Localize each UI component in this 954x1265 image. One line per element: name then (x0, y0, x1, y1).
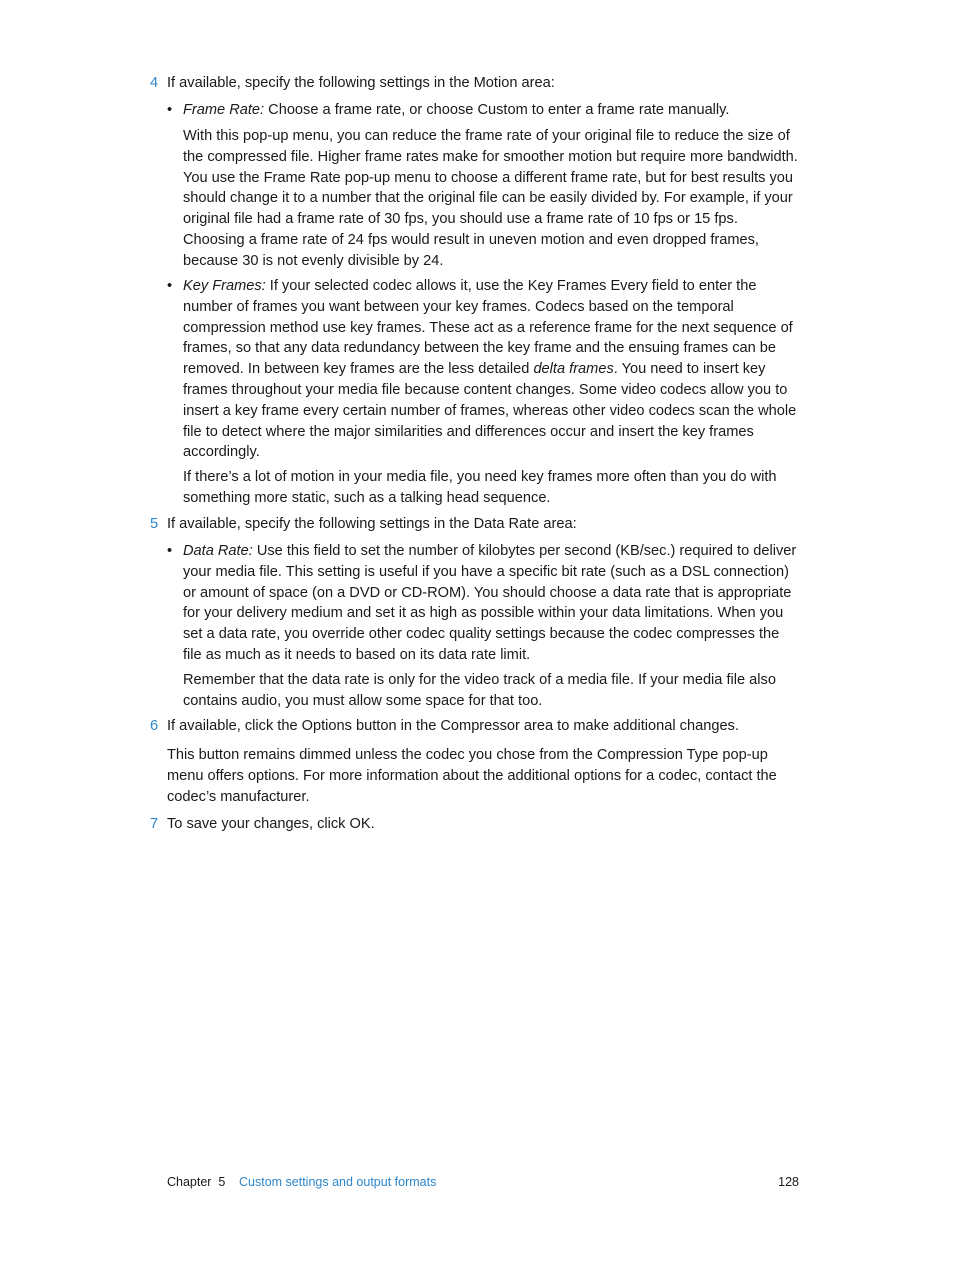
step-text: To save your changes, click OK. (167, 816, 375, 832)
step-text: If available, click the Options button in the Compressor area to make additional changes. (167, 718, 739, 734)
step-number: 6 (150, 718, 159, 734)
options-detail: This button remains dimmed unless the codec you chose from the Compression Type pop-up menu offers options. For more information about the additional options for a codec, contact the codec’s manufacturer. (167, 747, 777, 805)
bullet-description: Choose a frame rate, or choose Custom to enter a frame rate manually. (264, 102, 730, 118)
key-frames-detail: If there’s a lot of motion in your media file, you need key frames more often than you do with something more static, such as a talking head sequence. (183, 469, 777, 506)
bullet-text (183, 100, 801, 121)
page-number: 128 (778, 1175, 799, 1189)
bullet-description: Use this field to set the number of kilobytes per second (KB/sec.) required to deliver your media file. This setting is useful if you have a specific bit rate (such as a DSL connection) or amount of space (on a DVD or CD-ROM). You should choose a data rate that is appropriate for your delivery medium and set it as high as possible within your data limitations. When you set a data rate, you override other codec quality settings because the codec compresses the file as much as it needs to based on its data rate limit. (183, 543, 797, 663)
chapter-title-link[interactable]: Custom settings and output formats (239, 1175, 437, 1189)
emphasis-delta-frames: delta frames (533, 361, 614, 378)
step-text: If available, specify the following settings in the Motion area: (167, 75, 555, 91)
step-text: If available, specify the following settings in the Data Rate area: (167, 516, 577, 532)
data-rate-detail: Remember that the data rate is only for the video track of a media file. If your media file also contains audio, you must allow some space for that too. (183, 672, 776, 709)
bullet-term: Key Frames: (183, 278, 266, 294)
step-number: 5 (150, 516, 159, 532)
page-footer (167, 1173, 799, 1191)
step-number: 4 (150, 75, 159, 91)
bullet-marker: • (167, 102, 173, 118)
chapter-label: Chapter 5 (167, 1175, 226, 1189)
bullet-marker: • (167, 543, 173, 559)
bullet-marker: • (167, 278, 173, 294)
bullet-description-cont: . You need to insert key frames throughout your media file because content changes. Some video codecs allow you to insert a key frame every certain number of frames, whereas other video codecs scan the whole file to detect where the major similarities and differences occur and insert the key frames accordingly. (183, 361, 797, 461)
bullet-description: If your selected codec allows it, use the Key Frames Every field to enter the number of frames you want between your key frames. Codecs based on the temporal compression method use key frames. These act as a reference frame for the next sequence of frames, so that any data redundancy between the key frame and the ensuing frames can be removed. In between key frames are the less detailed (183, 278, 793, 378)
bullet-term: Data Rate: (183, 543, 253, 559)
bullet-text (183, 276, 801, 463)
bullet-term: Frame Rate: (183, 102, 265, 118)
step-number: 7 (150, 816, 159, 832)
frame-rate-detail: With this pop-up menu, you can reduce the frame rate of your original file to reduce the size of the compressed file. Higher frame rates make for smoother motion but require more bandwidth. You use the Frame Rate pop-up menu to choose a different frame rate, but for best results you should change it to a number that the original file can be easily divided by. For example, if your original file had a frame rate of 30 fps, you should use a frame rate of 10 fps or 15 fps. Choosing a frame rate of 24 fps would result in uneven motion and even dropped frames, because 30 is not evenly divisible by 24. (183, 128, 798, 269)
bullet-text (183, 541, 801, 666)
